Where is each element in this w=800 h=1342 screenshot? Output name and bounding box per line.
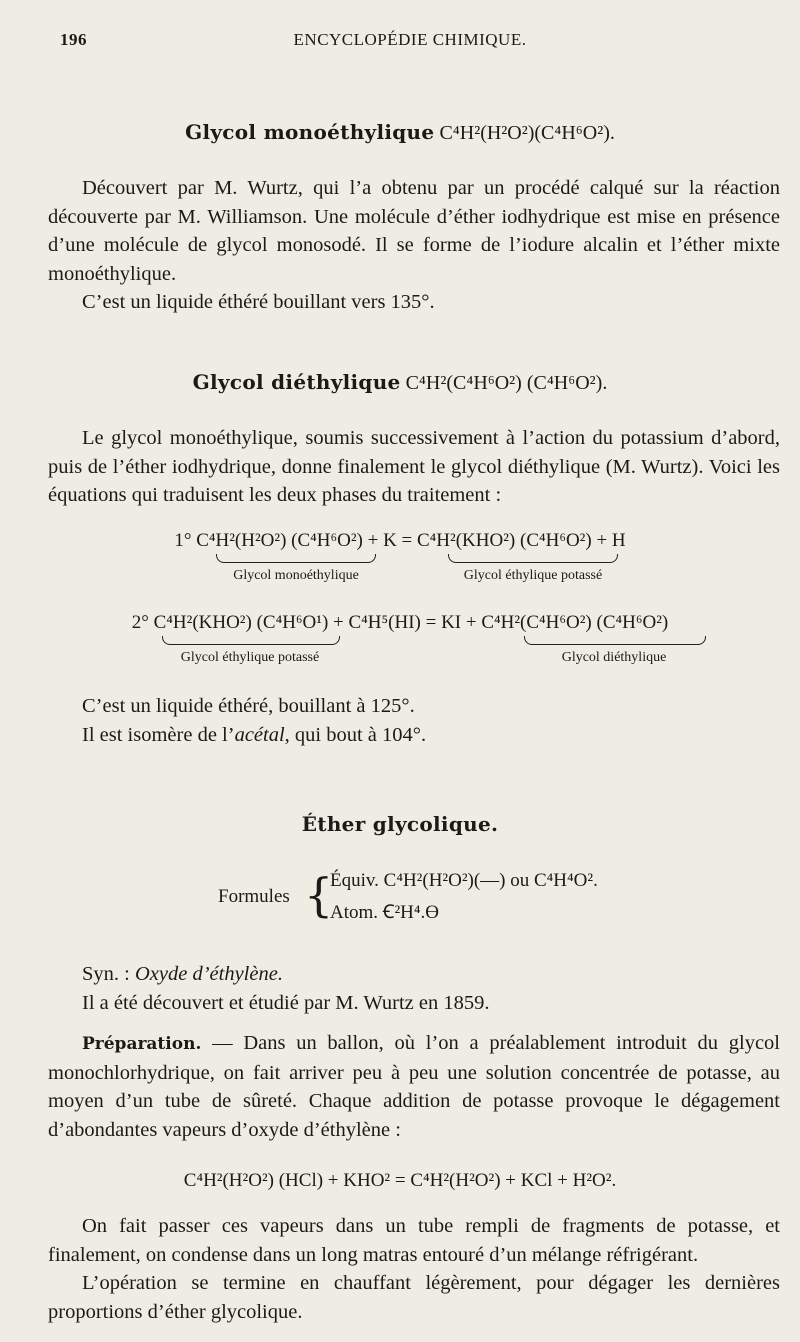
page-header (60, 30, 760, 56)
formula-atom: Atom. Ꞓ²H⁴.Ɵ (330, 902, 439, 923)
brace-icon (216, 554, 376, 563)
formules-label: Formules (218, 886, 290, 907)
section-heading-glycol-monoethylique (0, 120, 800, 145)
section-title: Glycol monoéthylique (185, 120, 435, 144)
section-title: Éther glycolique. (301, 812, 499, 836)
section3-text-final (48, 1212, 780, 1326)
running-title: ENCYCLOPÉDIE CHIMIQUE. (293, 30, 527, 49)
formula-equiv: Équiv. C⁴H²(H²O²)(—) ou C⁴H⁴O². (330, 870, 598, 891)
synonym-line (48, 960, 780, 989)
section-heading-glycol-diethylique (0, 370, 800, 395)
text-run: — Dans un ballon, où l’on a préalablement introduit du glycol monochlorhydrique, on fait arriver peu à peu une solution concentrée de potasse, au moyen d’un tube de sûreté. Chaque addition de potasse provoque le dégagement d’abondantes vapeurs d’oxyde d’éthylène : (48, 1032, 780, 1141)
text-run: Syn. : (82, 963, 135, 985)
equation-label: Glycol diéthylique (561, 650, 667, 665)
preparation-title: Préparation. (82, 1034, 202, 1054)
section-title: Glycol diéthylique (192, 370, 401, 394)
text-run: Il est isomère de l’ (82, 723, 235, 746)
section3-text (48, 960, 780, 1144)
paragraph: C’est un liquide éthéré, bouillant à 125°. (82, 695, 415, 717)
equation-2: 2° C⁴H²(KHO²) (C⁴H⁶O¹) + C⁴H⁵(HI) = KI + C⁴H²(C⁴H⁶O²) (C⁴H⁶O²) (131, 612, 669, 633)
section-heading-ether-glycolique (0, 812, 800, 837)
equation-label: Glycol éthylique potassé (463, 568, 603, 583)
paragraph: C’est un liquide éthéré bouillant vers 135°. (82, 291, 435, 313)
paragraph-isomere (48, 721, 780, 750)
text-run: , qui bout à 104°. (284, 723, 427, 746)
brace-icon (162, 636, 340, 645)
paragraph: L’opération se termine en chauffant légèrement, pour dégager les dernières proportions d’éther glycolique. (48, 1272, 780, 1323)
equation-label: Glycol éthylique potassé (180, 650, 320, 665)
curly-brace-icon: { (304, 868, 334, 922)
section2-text-after (48, 692, 780, 749)
paragraph: Découvert par M. Wurtz, qui l’a obtenu par un procédé calqué sur la réaction découverte par M. Williamson. Une molécule d’éther iodhydrique est mise en présence d’une molécule de glycol monosodé. Il se forme de l’iodure alcalin et l’éther mixte monoéthylique. (48, 177, 780, 285)
section-formula: C⁴H²(H²O²)(C⁴H⁶O²). (439, 122, 615, 144)
brace-icon (448, 554, 618, 563)
section2-text (48, 424, 780, 510)
brace-icon (524, 636, 706, 645)
section1-text (48, 174, 780, 317)
paragraph: Il a été découvert et étudié par M. Wurtz en 1859. (82, 991, 490, 1014)
italic-term: Oxyde d’éthylène. (134, 963, 283, 985)
page-number: 196 (60, 30, 87, 49)
equation-1: 1° C⁴H²(H²O²) (C⁴H⁶O²) + K = C⁴H²(KHO²) (C⁴H⁶O²) + H (174, 530, 626, 551)
paragraph: On fait passer ces vapeurs dans un tube rempli de fragments de potasse, et finalement, on condense dans un long matras entouré d’un mélange réfrigérant. (48, 1215, 780, 1266)
section-formula: C⁴H²(C⁴H⁶O²) (C⁴H⁶O²). (405, 372, 608, 394)
paragraph-preparation (48, 1029, 780, 1144)
equation-3: C⁴H²(H²O²) (HCl) + KHO² = C⁴H²(H²O²) + KCl + H²O². (183, 1170, 617, 1191)
italic-term: acétal (234, 723, 285, 746)
paragraph: Le glycol monoéthylique, soumis successivement à l’action du potassium d’abord, puis de l’éther iodhydrique, donne finalement le glycol diéthylique (M. Wurtz). Voici les équations qui traduisent les deux phases du traitement : (48, 427, 780, 506)
equation-label: Glycol monoéthylique (233, 568, 359, 583)
